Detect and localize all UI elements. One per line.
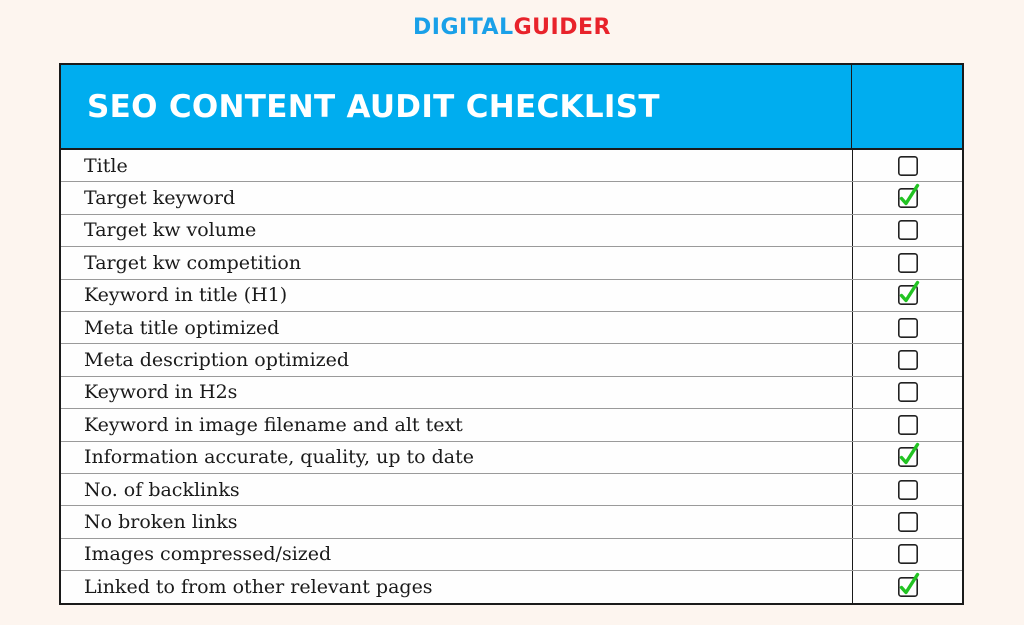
checkbox-cell [852,506,962,537]
header-check-column [851,65,962,148]
checklist-item-label: Title [84,154,128,177]
checkbox-cell [852,280,962,311]
checkbox-empty-icon[interactable] [898,318,918,338]
checklist-title: SEO CONTENT AUDIT CHECKLIST [87,88,660,125]
checkbox-empty-icon[interactable] [898,253,918,273]
checklist-item-label: No. of backlinks [84,478,240,501]
checkbox-cell [852,571,962,603]
checklist-item-label: No broken links [84,510,238,533]
checkbox-cell [852,474,962,505]
checkbox-cell [852,150,962,181]
checkbox-cell [852,344,962,375]
checklist-row [61,247,962,279]
checklist-row [61,539,962,571]
checklist-row [61,506,962,538]
logo [0,14,1024,42]
checklist-item-label: Target kw volume [84,219,257,242]
checkbox-empty-icon[interactable] [898,544,918,564]
checklist-header [61,65,962,150]
checkbox-cell [852,377,962,408]
checklist-item-label: Linked to from other relevant pages [84,576,433,599]
checkbox-cell [852,312,962,343]
checkbox-checked-icon[interactable] [898,188,918,208]
checklist-table [59,63,964,605]
checklist-item-label: Keyword in image filename and alt text [84,413,463,436]
checkbox-empty-icon[interactable] [898,382,918,402]
checkbox-cell [852,215,962,246]
checkbox-empty-icon[interactable] [898,350,918,370]
checklist-row [61,571,962,603]
checkbox-empty-icon[interactable] [898,415,918,435]
checkbox-cell [852,539,962,570]
checklist-row [61,150,962,182]
checkbox-checked-icon[interactable] [898,447,918,467]
checklist-row [61,377,962,409]
checklist-item-label: Keyword in title (H1) [84,284,288,307]
checkbox-empty-icon[interactable] [898,220,918,240]
checklist-row [61,182,962,214]
checklist-row [61,442,962,474]
logo-part-digital: DIGITAL [413,15,514,40]
checklist-item-label: Images compressed/sized [84,543,332,566]
checklist-rows [61,150,962,603]
checkbox-cell [852,409,962,440]
checklist-row [61,344,962,376]
checkbox-checked-icon[interactable] [898,577,918,597]
checklist-item-label: Target keyword [84,187,236,210]
checkbox-cell [852,442,962,473]
checklist-row [61,474,962,506]
checkbox-empty-icon[interactable] [898,480,918,500]
checklist-row [61,409,962,441]
checklist-item-label: Meta title optimized [84,316,280,339]
checklist-row [61,215,962,247]
checklist-row [61,312,962,344]
checklist-item-label: Information accurate, quality, up to date [84,446,475,469]
checkbox-cell [852,182,962,213]
checklist-item-label: Target kw competition [84,251,302,274]
checklist-item-label: Keyword in H2s [84,381,238,404]
checklist-row [61,280,962,312]
checkbox-empty-icon[interactable] [898,156,918,176]
checkbox-checked-icon[interactable] [898,285,918,305]
checkbox-empty-icon[interactable] [898,512,918,532]
checklist-item-label: Meta description optimized [84,349,350,372]
checkbox-cell [852,247,962,278]
logo-part-guider: GUIDER [513,15,611,40]
